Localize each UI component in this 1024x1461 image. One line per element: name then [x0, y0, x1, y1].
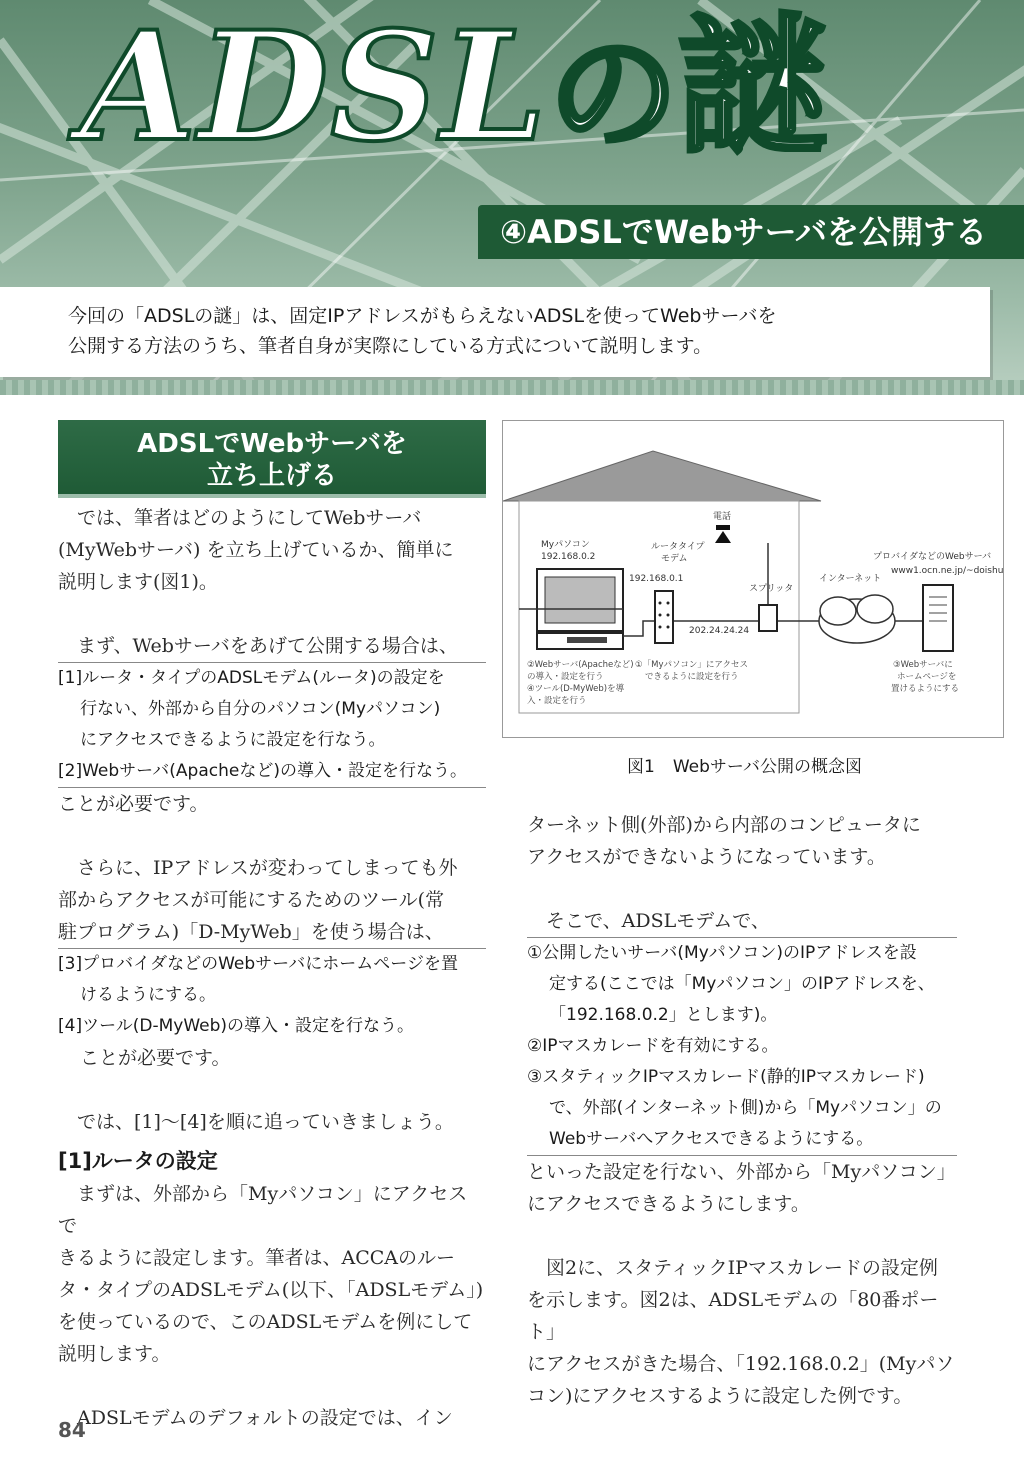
- note-2: ②Webサーバ(Apacheなど): [527, 660, 634, 670]
- figure-caption: [627, 752, 957, 777]
- splitter-icon: [759, 605, 777, 631]
- lead-line: 今回の「ADSLの謎」は、固定IPアドレスがもらえないADSLを使ってWebサーバを: [68, 305, 777, 327]
- step-item: 定する(ここでは「Myパソコン」のIPアドレスを、: [549, 974, 935, 994]
- network-diagram: [503, 421, 1003, 737]
- body-line: きるように設定します。筆者は、ACCAのルー: [58, 1247, 455, 1269]
- body-line: 説明します(図1)。: [58, 571, 218, 593]
- label-provider-url: www1.ocn.ne.jp/~doishun: [891, 566, 1003, 576]
- title-latin: ADSL: [80, 0, 549, 175]
- header-stripe: [0, 380, 1024, 395]
- right-column: [527, 420, 1003, 1412]
- section-heading: [58, 420, 486, 498]
- list-item: にアクセスできるように設定を行なう。: [80, 730, 386, 750]
- figure-1: [502, 420, 1004, 738]
- body-line: といった設定を行ない、外部から「Myパソコン」: [527, 1161, 956, 1183]
- figure-caption-text: Webサーバ公開の概念図: [672, 757, 863, 777]
- house-roof: [503, 451, 821, 501]
- label-router: ルータタイプ: [651, 542, 705, 552]
- page-number: 84: [58, 1418, 86, 1442]
- note-1: ①「Myパソコン」にアクセス: [635, 660, 749, 670]
- body-line: を示します。図2は、ADSLモデムの「80番ポート」: [527, 1289, 939, 1343]
- note-4: ④ツール(D-MyWeb)を導: [527, 684, 625, 694]
- header-banner: [0, 0, 1024, 395]
- list-item: [1]ルータ・タイプのADSLモデム(ルータ)の設定を: [58, 662, 486, 694]
- body-line: アクセスができないようになっています。: [527, 846, 886, 868]
- figure-caption-number: 図1: [627, 757, 655, 777]
- list-item: [3]プロバイダなどのWebサーバにホームページを置: [58, 948, 486, 980]
- section-heading-line: ADSLでWebサーバを: [137, 429, 407, 459]
- left-column: [58, 420, 486, 1434]
- body-line: まずは、外部から「Myパソコン」にアクセスで: [58, 1183, 468, 1237]
- server-icon: [923, 585, 953, 651]
- label-wan-ip: 202.24.24.24: [689, 626, 750, 636]
- note-3b: ホームページを: [897, 672, 957, 682]
- label-router2: モデム: [661, 554, 688, 564]
- body-line: そこで、ADSLモデムで、: [546, 910, 770, 932]
- body-line: コン)にアクセスするように設定した例です。: [527, 1385, 913, 1407]
- label-router-ip: 192.168.0.1: [629, 574, 684, 584]
- body-line: タ・タイプのADSLモデム(以下、「ADSLモデム」): [58, 1279, 484, 1301]
- label-internet: インターネット: [819, 574, 882, 584]
- body-line: にアクセスがきた場合、「192.168.0.2」(Myパソ: [527, 1353, 955, 1375]
- magazine-title: [80, 2, 828, 179]
- section-heading-line: 立ち上げる: [206, 461, 337, 491]
- body-line: まず、Webサーバをあげて公開する場合は、: [77, 635, 458, 657]
- body-line: ターネット側(外部)から内部のコンピュータに: [527, 814, 921, 836]
- body-line: 説明します。: [58, 1343, 171, 1365]
- list-item: [4]ツール(D-MyWeb)の導入・設定を行なう。: [58, 1016, 415, 1036]
- body-line: にアクセスできるようにします。: [527, 1193, 810, 1215]
- lead-box: [0, 287, 990, 377]
- body-line: ことが必要です。: [80, 1047, 231, 1069]
- label-my-pc-ip: 192.168.0.2: [541, 552, 596, 562]
- note-4b: 入・設定を行う: [527, 696, 587, 706]
- label-provider: プロバイダなどのWebサーバ: [873, 552, 992, 562]
- phone-icon: [715, 525, 731, 543]
- label-splitter: スプリッタ: [749, 584, 794, 594]
- router-icon: [655, 591, 673, 643]
- body-line: 駐プログラム)「D-MyWeb」を使う場合は、: [58, 921, 444, 943]
- lead-line: 公開する方法のうち、筆者自身が実際にしている方式について説明します。: [68, 335, 713, 357]
- step-item: で、外部(インターネット側)から「Myパソコン」の: [549, 1098, 942, 1118]
- body-line: さらに、IPアドレスが変わってしまっても外: [77, 857, 458, 879]
- body-line: (MyWebサーバ) を立ち上げているか、簡単に: [58, 539, 454, 561]
- internet-cloud-icon: [819, 595, 895, 643]
- body-line: 部からアクセスが可能にするためのツール(常: [58, 889, 445, 911]
- body-line: ADSLモデムのデフォルトの設定では、イン: [77, 1407, 453, 1429]
- step-item: ①公開したいサーバ(Myパソコン)のIPアドレスを設: [527, 937, 957, 969]
- note-1b: できるように設定を行う: [645, 672, 739, 682]
- step-item: 「192.168.0.2」とします)。: [549, 1005, 778, 1025]
- note-2b: の導入・設定を行う: [527, 672, 604, 682]
- note-3: ③Webサーバに: [893, 660, 953, 670]
- list-item: [2]Webサーバ(Apacheなど)の導入・設定を行なう。: [58, 756, 486, 788]
- step-item: ②IPマスカレードを有効にする。: [527, 1036, 779, 1056]
- step-item: ③スタティックIPマスカレード(静的IPマスカレード): [527, 1067, 925, 1087]
- label-phone: 電話: [713, 512, 732, 522]
- label-my-pc: Myパソコン: [541, 540, 590, 550]
- body-line: を使っているので、このADSLモデムを例にして: [58, 1311, 473, 1333]
- title-no: の: [548, 17, 679, 170]
- subsection-heading: [1]ルータの設定: [58, 1149, 218, 1173]
- body-line: 図2に、スタティックIPマスカレードの設定例: [546, 1257, 938, 1279]
- body-line: では、[1]〜[4]を順に追っていきましょう。: [77, 1111, 454, 1133]
- list-item: 行ない、外部から自分のパソコン(Myパソコン): [80, 699, 441, 719]
- step-item: Webサーバへアクセスできるようにする。: [527, 1124, 957, 1156]
- title-nazo: 謎: [678, 0, 829, 175]
- list-item: けるようにする。: [80, 985, 216, 1005]
- body-line: では、筆者はどのようにしてWebサーバ: [77, 507, 422, 529]
- body-line: ことが必要です。: [58, 793, 209, 815]
- article-subtitle: ④ADSLでWebサーバを公開する: [478, 205, 1024, 259]
- note-3c: 置けるようにする: [891, 684, 960, 694]
